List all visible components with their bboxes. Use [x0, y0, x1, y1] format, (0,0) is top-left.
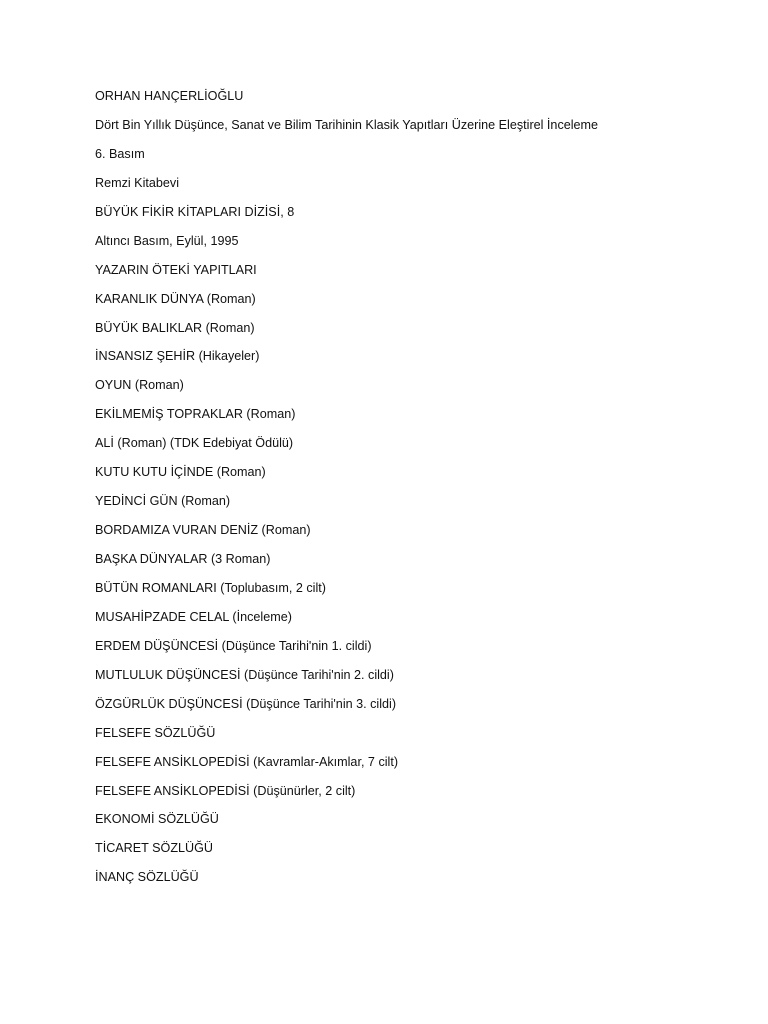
work-item: EKİLMEMİŞ TOPRAKLAR (Roman)	[95, 407, 296, 422]
text-lines	[95, 86, 745, 896]
author-name: ORHAN HANÇERLİOĞLU	[95, 89, 244, 103]
edition: 6. Basım	[95, 146, 145, 161]
series: BÜYÜK FİKİR KİTAPLARI DİZİSİ, 8	[95, 204, 295, 219]
work-item: FELSEFE ANSİKLOPEDİSİ (Kavramlar-Akımlar, 7 cilt)	[95, 754, 399, 769]
work-item: FELSEFE SÖZLÜĞÜ	[95, 725, 216, 740]
work-item: İNANÇ SÖZLÜĞÜ	[95, 870, 199, 885]
work-item: BAŞKA DÜNYALAR (3 Roman)	[95, 552, 271, 566]
book-subtitle: Dört Bin Yıllık Düşünce, Sanat ve Bilim Tarihinin Klasik Yapıtları Üzerine Eleştirel İnceleme	[95, 117, 599, 132]
print-date: Altıncı Basım, Eylül, 1995	[95, 233, 239, 248]
work-item: İNSANSIZ ŞEHİR (Hikayeler)	[95, 349, 260, 364]
work-item: ERDEM DÜŞÜNCESİ (Düşünce Tarihi'nin 1. cildi)	[95, 638, 372, 653]
work-item: KUTU KUTU İÇİNDE (Roman)	[95, 465, 266, 480]
work-item: OYUN (Roman)	[95, 378, 184, 393]
work-item: BORDAMIZA VURAN DENİZ (Roman)	[95, 523, 311, 538]
work-item: BÜTÜN ROMANLARI (Toplubasım, 2 cilt)	[95, 580, 326, 595]
work-item: TİCARET SÖZLÜĞÜ	[95, 841, 214, 856]
other-works-heading: YAZARIN ÖTEKİ YAPITLARI	[95, 262, 257, 277]
work-item: EKONOMİ SÖZLÜĞÜ	[95, 812, 219, 827]
work-item: FELSEFE ANSİKLOPEDİSİ (Düşünürler, 2 cilt)	[95, 783, 356, 798]
work-item: BÜYÜK BALIKLAR (Roman)	[95, 320, 255, 335]
work-item: KARANLIK DÜNYA (Roman)	[95, 291, 256, 306]
work-item: ALİ (Roman) (TDK Edebiyat Ödülü)	[95, 436, 294, 451]
work-item: MUSAHİPZADE CELAL (İnceleme)	[95, 609, 292, 624]
work-item: ÖZGÜRLÜK DÜŞÜNCESİ (Düşünce Tarihi'nin 3. cildi)	[95, 696, 397, 711]
work-item: MUTLULUK DÜŞÜNCESİ (Düşünce Tarihi'nin 2. cildi)	[95, 667, 394, 682]
work-item: YEDİNCİ GÜN (Roman)	[95, 494, 231, 509]
publisher: Remzi Kitabevi	[95, 175, 179, 190]
